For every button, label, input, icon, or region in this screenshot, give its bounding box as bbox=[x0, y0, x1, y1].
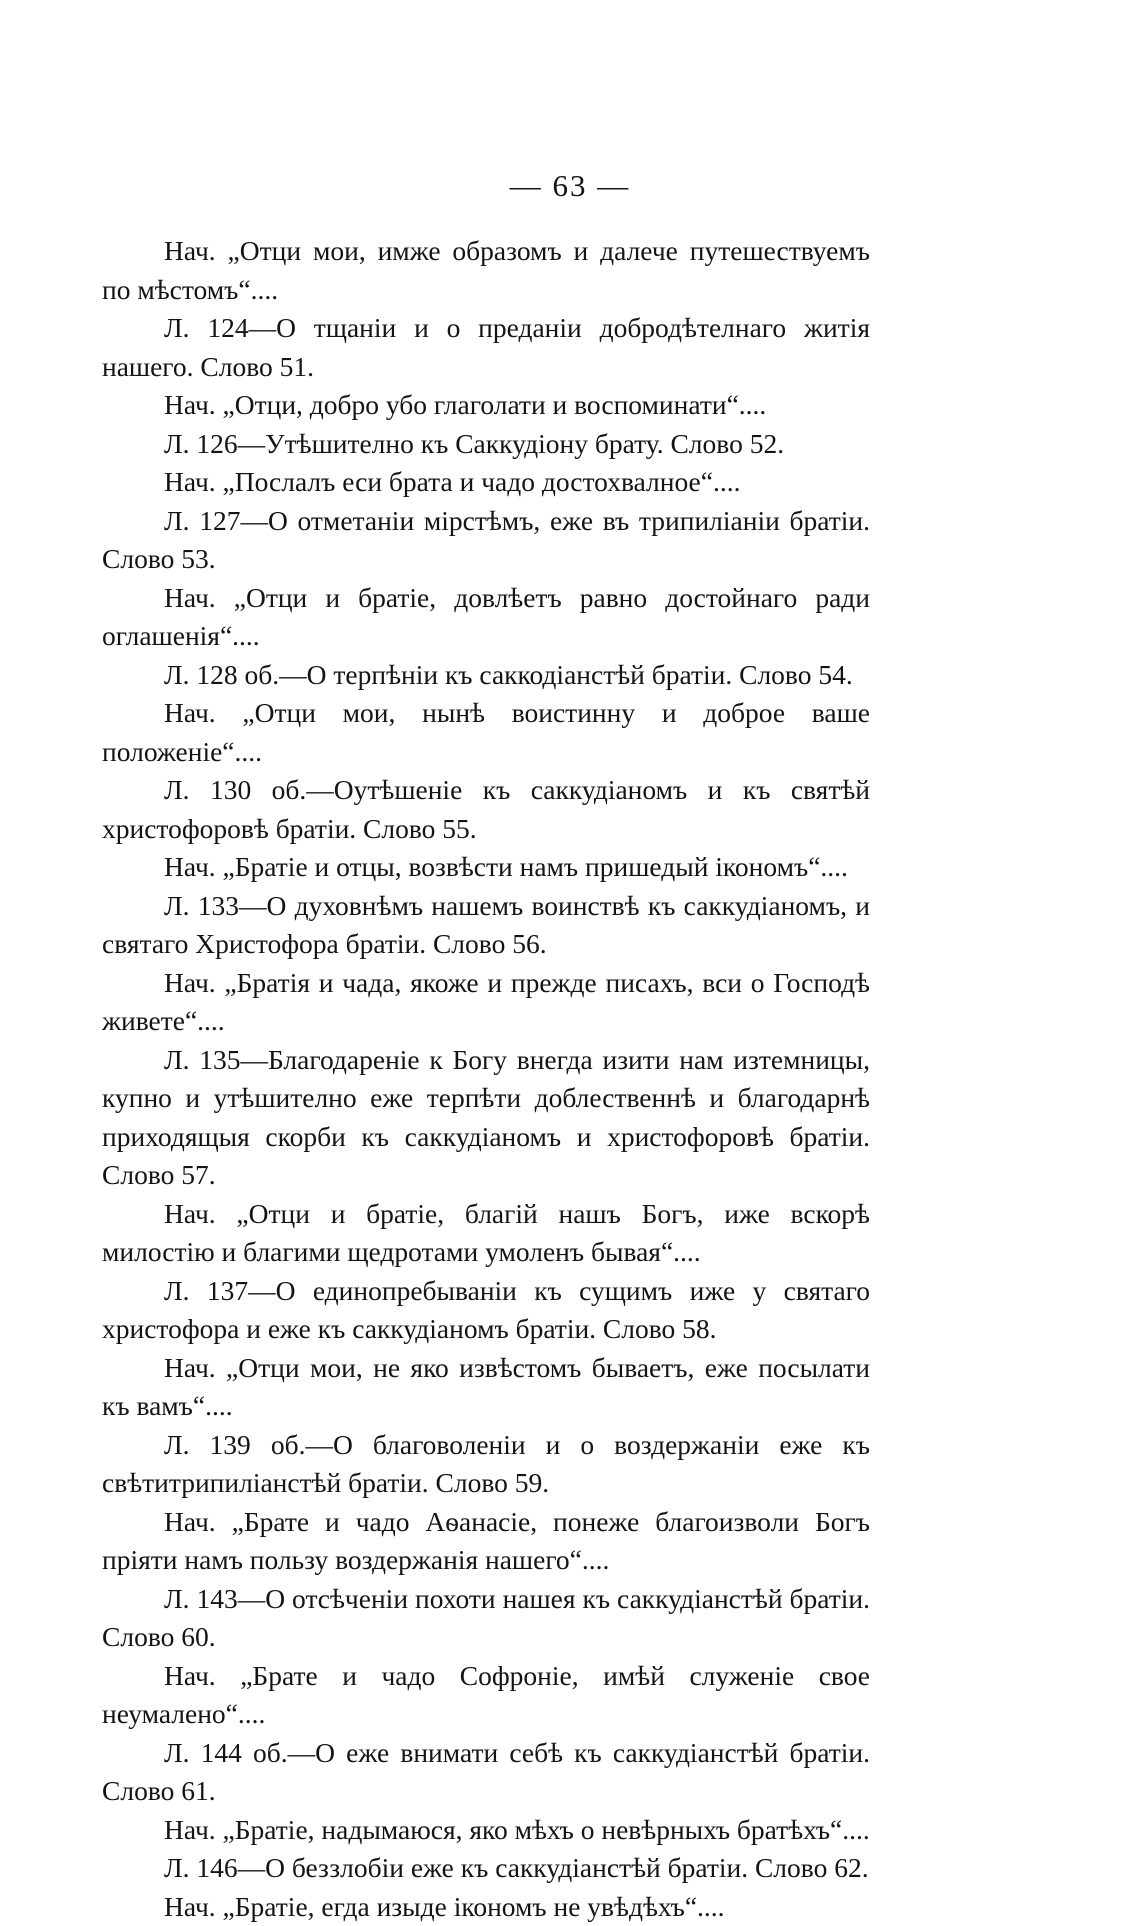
paragraph: Нач. „Братіе и отцы, возвѣсти намъ пришедый ікономъ“.... bbox=[102, 848, 870, 887]
paragraph: Нач. „Отци и братіе, довлѣетъ равно достойнаго ради оглашенія“.... bbox=[102, 579, 870, 656]
paragraph: Нач. „Отци мои, не яко извѣстомъ бываетъ, еже посылати къ вамъ“.... bbox=[102, 1349, 870, 1426]
paragraph: Л. 128 об.—О терпѣніи къ саккодіанстѣй братіи. Слово 54. bbox=[102, 656, 870, 695]
paragraph: Нач. „Отци и братіе, благій нашъ Богъ, иже вскорѣ милостію и благими щедротами умоленъ бывая“.... bbox=[102, 1195, 870, 1272]
paragraph: Л. 146—О беззлобіи еже къ саккудіанстѣй братіи. Слово 62. bbox=[102, 1849, 870, 1888]
paragraph: Л. 126—Утѣшително къ Саккудіону брату. Слово 52. bbox=[102, 425, 870, 464]
paragraph: Л. 144 об.—О еже внимати себѣ къ саккудіанстѣй братіи. Слово 61. bbox=[102, 1734, 870, 1811]
paragraph: Л. 137—О единопребываніи къ сущимъ иже у святаго христофора и еже къ саккудіаномъ братіи. Слово 58. bbox=[102, 1272, 870, 1349]
paragraph: Нач. „Брате и чадо Софроніе, имѣй служеніе свое неумалено“.... bbox=[102, 1657, 870, 1734]
text-body bbox=[102, 232, 870, 1926]
paragraph: Нач. „Братіе, егда изыде ікономъ не увѣдѣхъ“.... bbox=[102, 1888, 870, 1926]
page-number: — 63 — bbox=[0, 168, 1140, 204]
paragraph: Нач. „Отци, добро убо глаголати и воспоминати“.... bbox=[102, 386, 870, 425]
paragraph: Л. 124—О тщаніи и о преданіи добродѣтелнаго житія нашего. Слово 51. bbox=[102, 309, 870, 386]
paragraph: Нач. „Братіе, надымаюся, яко мѣхъ о невѣрныхъ братѣхъ“.... bbox=[102, 1811, 870, 1850]
paragraph: Нач. „Отци мои, имже образомъ и далече путешествуемъ по мѣстомъ“.... bbox=[102, 232, 870, 309]
paragraph: Л. 143—О отсѣченіи похоти нашея къ саккудіанстѣй братіи. Слово 60. bbox=[102, 1580, 870, 1657]
paragraph: Нач. „Братія и чада, якоже и прежде писахъ, вси о Господѣ живете“.... bbox=[102, 964, 870, 1041]
paragraph: Л. 135—Благодареніе к Богу внегда изити нам изтемницы, купно и утѣшително еже терпѣти доблественнѣ и благодарнѣ приходящыя скорби къ саккудіаномъ и христофоровѣ братіи. Слово 57. bbox=[102, 1041, 870, 1195]
paragraph: Нач. „Брате и чадо Аѳанасіе, понеже благоизволи Богъ пріяти намъ пользу воздержанія нашего“.... bbox=[102, 1503, 870, 1580]
paragraph: Л. 127—О отметаніи мірстѣмъ, еже въ трипиліаніи братіи. Слово 53. bbox=[102, 502, 870, 579]
paragraph: Л. 133—О духовнѣмъ нашемъ воинствѣ къ саккудіаномъ, и святаго Христофора братіи. Слово 56. bbox=[102, 887, 870, 964]
paragraph: Л. 130 об.—Оутѣшеніе къ саккудіаномъ и къ святѣй христофоровѣ братіи. Слово 55. bbox=[102, 771, 870, 848]
paragraph: Нач. „Послалъ еси брата и чадо достохвалное“.... bbox=[102, 463, 870, 502]
paragraph: Нач. „Отци мои, нынѣ воистинну и доброе ваше положеніе“.... bbox=[102, 694, 870, 771]
paragraph: Л. 139 об.—О благоволеніи и о воздержаніи еже къ свѣтитрипиліанстѣй братіи. Слово 59. bbox=[102, 1426, 870, 1503]
